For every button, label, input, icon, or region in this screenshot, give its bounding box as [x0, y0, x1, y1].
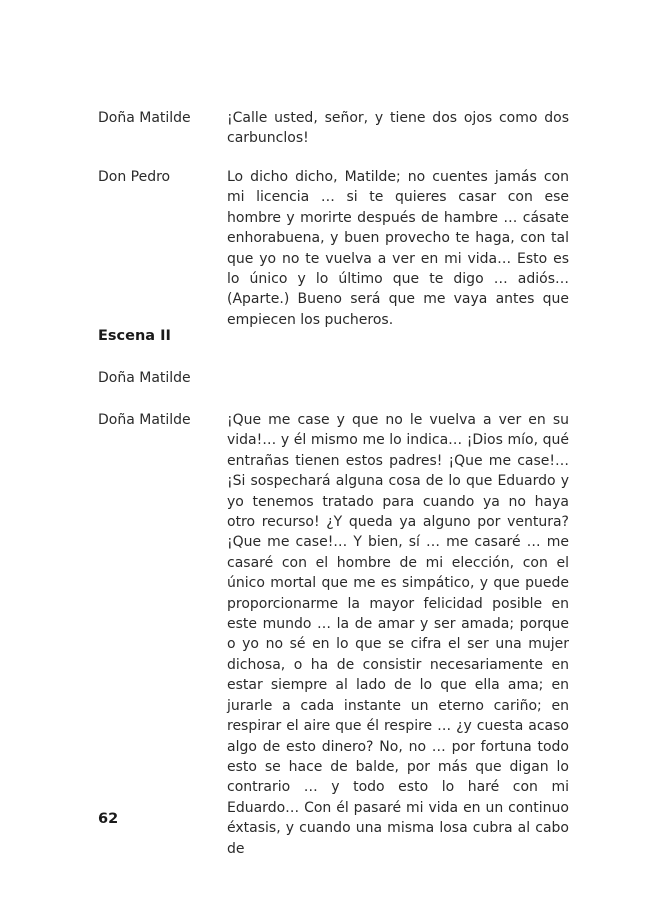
speaker-name: Don Pedro — [98, 169, 171, 185]
speaker-name: Doña Matilde — [98, 370, 191, 386]
speaker-name: Doña Matilde — [98, 412, 191, 428]
speaker-name: Doña Matilde — [98, 110, 191, 126]
speech-text: Lo dicho dicho, Matilde; no cuentes jamás con mi licencia … si te quieres casar con ese hombre y morirte después de hambre … cásate enhorabuena, y buen provecho te haga, con tal que yo no te vuelva a ver en mi vida… Esto es lo único y lo último que te digo … adiós… (Aparte.) Bueno será que me vaya antes que empiecen los pucheros. — [227, 169, 569, 328]
speech-text: ¡Calle usted, señor, y tiene dos ojos como dos carbunclos! — [227, 110, 569, 147]
scene-heading: Escena II — [98, 328, 171, 344]
page-number: 62 — [98, 811, 119, 827]
monologue-text: ¡Que me case y que no le vuelva a ver en su vida!… y él mismo me lo indica… ¡Dios mío, qué entrañas tienen estos padres! ¡Que me case!… ¡Si sospechará alguna cosa de lo que Eduardo y yo tenemos tratado para cuando ya no haya otro recurso! ¿Y queda ya alguno por ventura? ¡Que me case!… Y bien, sí … me casaré … me casaré con el hombre de mi elección, con el único mortal que me es simpático, y que puede proporcionarme la mayor felicidad posible en este mundo … la de amar y ser amada; porque o yo no sé en lo que se cifra el ser una mujer dichosa, o ha de consistir necesariamente en estar siempre al lado de lo que ella ama; en jurarle a cada instante un eterno cariño; en respirar el aire que él respire … ¿y cuesta acaso algo de esto dinero? No, no … por fortuna todo esto se hace de balde, por más que digan lo contrario … y todo esto lo haré con mi Eduardo… Con él pasaré mi vida en un continuo éxtasis, y cuando una misma losa cubra al cabo de — [227, 412, 569, 857]
